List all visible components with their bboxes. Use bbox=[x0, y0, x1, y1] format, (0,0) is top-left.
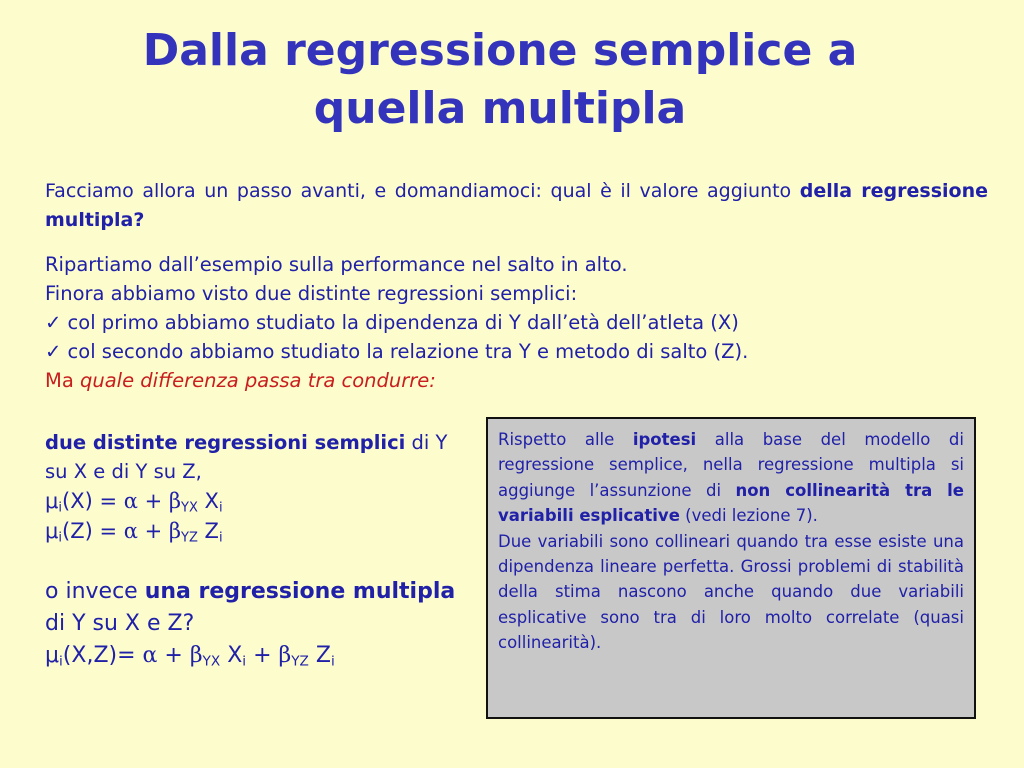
plus-sign: + bbox=[246, 643, 279, 668]
subscript: YX bbox=[181, 500, 198, 516]
subscript: i bbox=[218, 530, 223, 546]
beta-symbol: β bbox=[189, 643, 203, 668]
formula-arg: (X,Z)= bbox=[62, 643, 143, 668]
question-italic: quale differenza passa tra condurre: bbox=[79, 369, 436, 392]
subscript: i bbox=[242, 653, 247, 670]
note-bold: ipotesi bbox=[632, 430, 697, 449]
simple-regressions-bold: due distinte regressioni semplici bbox=[45, 431, 406, 454]
note-text: (vedi lezione 7). bbox=[679, 506, 818, 526]
question-prefix: Ma bbox=[45, 369, 80, 392]
body-line-2: Finora abbiamo visto due distinte regressioni semplici: bbox=[45, 282, 578, 305]
mu-symbol: μ bbox=[45, 519, 59, 543]
variable: Z bbox=[308, 643, 331, 668]
multiple-regression-bold: una regressione multipla bbox=[144, 579, 456, 604]
formula-arg: (Z) = bbox=[62, 519, 124, 543]
check-item-1-text: col primo abbiamo studiato la dipendenza di Y dall’età dell’atleta (X) bbox=[61, 311, 739, 334]
slide-title-line-1: Dalla regressione semplice a bbox=[142, 25, 858, 76]
variable: X bbox=[197, 489, 219, 513]
check-item-2 bbox=[45, 337, 1005, 366]
intro-text: Facciamo allora un passo avanti, e domandiamoci: qual è il valore aggiunto bbox=[45, 180, 800, 202]
plus-sign: + bbox=[137, 519, 169, 543]
check-item-1 bbox=[45, 308, 1005, 337]
note-box bbox=[486, 417, 976, 719]
formula-z bbox=[45, 516, 465, 546]
multiple-regression-prefix: o invece bbox=[45, 579, 145, 604]
formula-arg: (X) = bbox=[62, 489, 124, 513]
check-icon: ✓ bbox=[45, 340, 62, 363]
note-text: Rispetto alle bbox=[498, 430, 633, 449]
spacer bbox=[45, 546, 465, 576]
formula-x bbox=[45, 486, 465, 516]
slide-title bbox=[0, 22, 1000, 138]
left-column bbox=[45, 428, 465, 672]
slide-title-line-2: quella multipla bbox=[313, 83, 687, 134]
formula-xz bbox=[45, 640, 465, 672]
beta-symbol: β bbox=[168, 489, 181, 513]
mu-symbol: μ bbox=[45, 643, 59, 668]
alpha-symbol: α bbox=[123, 519, 138, 543]
subscript: i bbox=[58, 530, 62, 546]
note-text: alla base del modello di regressione semplice, nella regressione multipla si aggiunge l’assunzione di bbox=[498, 430, 964, 500]
subscript: YX bbox=[202, 653, 221, 670]
body-lines bbox=[45, 250, 1005, 395]
check-icon: ✓ bbox=[45, 311, 62, 334]
multiple-regression-rest: di Y su X e Z? bbox=[45, 611, 195, 636]
subscript: YZ bbox=[291, 653, 309, 670]
plus-sign: + bbox=[137, 489, 169, 513]
subscript: YZ bbox=[181, 530, 198, 546]
beta-symbol: β bbox=[278, 643, 292, 668]
variable: X bbox=[220, 643, 243, 668]
intro-bold-text: della regressione multipla? bbox=[45, 180, 988, 231]
note-bold: non collinearità tra le variabili esplicative bbox=[498, 480, 964, 526]
intro-paragraph bbox=[45, 177, 988, 235]
plus-sign: + bbox=[157, 643, 190, 668]
note-paragraph-1 bbox=[498, 427, 964, 529]
beta-symbol: β bbox=[168, 519, 181, 543]
simple-regressions-rest: di Y su X e di Y su Z, bbox=[45, 431, 448, 483]
body-line-1: Ripartiamo dall’esempio sulla performance nel salto in alto. bbox=[45, 253, 628, 276]
subscript: i bbox=[58, 500, 62, 516]
question-line bbox=[45, 366, 1005, 395]
simple-regressions-text bbox=[45, 428, 465, 486]
multiple-regression-text bbox=[45, 576, 465, 640]
check-item-2-text: col secondo abbiamo studiato la relazione tra Y e metodo di salto (Z). bbox=[61, 340, 749, 363]
subscript: i bbox=[59, 653, 63, 670]
alpha-symbol: α bbox=[123, 489, 138, 513]
mu-symbol: μ bbox=[45, 489, 59, 513]
note-paragraph-2: Due variabili sono collineari quando tra esse esiste una dipendenza lineare perfetta. Grossi problemi di stabilità della stima nascono anche quando due variabili esplicative sono tra di loro molto correlate (quasi collinearità). bbox=[498, 531, 964, 653]
subscript: i bbox=[218, 500, 223, 516]
alpha-symbol: α bbox=[142, 643, 158, 668]
subscript: i bbox=[330, 653, 335, 670]
variable: Z bbox=[197, 519, 219, 543]
